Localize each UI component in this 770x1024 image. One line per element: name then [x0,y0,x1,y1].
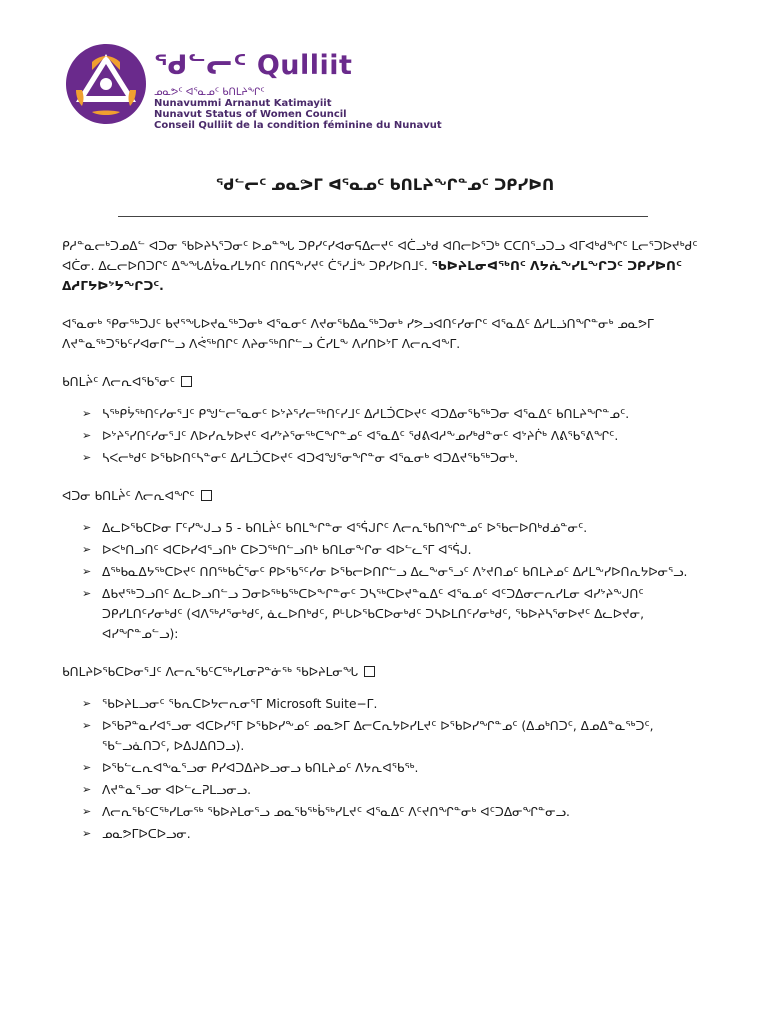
arrow-bullet-icon: ➢ [82,719,92,732]
document-body [62,236,712,854]
intro-paragraph [62,236,712,296]
section-heading [62,486,712,506]
bullet-list [62,404,712,468]
list-item [82,426,712,446]
arrow-bullet-icon: ➢ [82,805,92,818]
bullet-list [62,518,712,644]
arrow-bullet-icon: ➢ [82,543,92,556]
list-item-text: ᓴᐸᓕᒃᑯᑦ ᐅᖃᐅᑎᑦᓴᓐᓂᑦ ᐃᓱᒪᑑᑕᐅᔪᑦ ᐊᑐᐊᖑᕐᓂᖏᓐᓂ ᐊᕐᓇᓂᒃ ᐊᑐᐃᔪᖃᖅᑐᓂᒃ. [102,451,519,465]
brand-name [154,50,442,81]
list-item-text: ᐱᔪᓐᓇᕐᓗᓂ ᐊᐅᓪᓚᕈᒪᓗᓂᓗ. [102,783,251,797]
arrow-bullet-icon: ➢ [82,697,92,710]
brand-sub-line: Nunavummi Arnanut Katimayiit [154,98,332,109]
section-heading-text: ᑲᑎᒪᔩᑦ ᐱᓕᕆᐊᖃᕐᓂᑦ [62,375,175,389]
brand-subtitle [154,87,442,131]
brand-block [154,50,442,131]
list-item [82,540,712,560]
list-item [82,758,712,778]
list-item [82,694,712,714]
header [62,40,442,140]
list-item [82,584,712,644]
section-heading-text: ᑲᑎᒪᔨᐅᖃᑕᐅᓂᕐᒧᑦ ᐱᓕᕆᖃᑦᑕᖅᓯᒪᓂᕈᓐᓃᖅ ᖃᐅᔨᒪᓂᖓ [62,665,359,679]
checkbox-icon [201,490,212,501]
brand-latin: Qulliit [256,50,353,81]
section-heading [62,372,712,392]
list-item-text: ᓴᖅᑭᔮᖅᑎᑦᓯᓂᕐᒧᑦ ᑭᖑᓪᓕᕐᓇᓂᑦ ᐅᔾᔨᕐᓯᓕᖅᑎᑦᓯᒧᑦ ᐃᓱᒪᑑᑕᐅᔪᑦ ᐊᑐᐃᓂᖃᖅᑐᓂ ᐊᕐᓇᐃᑦ ᑲᑎᒪᔨᖏᓐᓄᑦ. [102,407,630,421]
brand-sub-line: Conseil Qulliit de la condition féminine du Nunavut [154,120,442,131]
list-item-text: ᐃᑲᔪᖅᑐᓗᑎᑦ ᐃᓚᐅᓗᑎᓪᓗ ᑐᓂᐅᖅᑲᖅᑕᐅᖕᒋᓐᓂᑦ ᑐᓴᖅᑕᐅᔪᓐᓇᐃᑦ ᐊᕐᓇᓄᑦ ᐊᑦᑐᐃᓂᓕᕆᓯᒪᓂ ᐊᓯᔾᔨᖕᒍᑎᑦ ᑐᑭᓯᒪᑎᑦᓯᓂᒃᑯᑦ (ᐊᐱᖅᓱᕐᓂᒃᑯᑦ, ᓈᓚᐅᑎᒃᑯᑦ, ᑭᒡᒐᐅᖃᑕᐅᓂᒃᑯᑦ ᑐᓴᐅᒪᑎᑦᓯᓂᒃᑯᑦ, ᖃᐅᔨᓴᕐᓂᐅᔪᑦ ᐃᓚᐅᔪᓂ, ᐊᓯᖏᓐᓄᓪᓗ): [102,587,645,641]
arrow-bullet-icon: ➢ [82,451,92,464]
mission-paragraph: ᐊᕐᓇᓂᒃ ᕿᓂᖅᑐᒍᑦ ᑲᔪᕐᖓᐅᔪᓇᖅᑐᓂᒃ ᐊᕐᓇᓂᑦ ᐱᔪᓂᖃᐃᓇᖅᑐᓂᒃ ᓯᕗᓗᐊᑎᑦᓯᓂᒋᑦ ᐊᕐᓇᐃᑦ ᐃᓱᒪᓘᑎᖏᓐᓂᒃ ᓄᓇᕗᒥ ᐱᔪᓐᓇᖅᑐᖃᑦᓯᐊᓂᒋᓪᓗ ᐱᕚᖅᑎᒋᑦ ᐱᔨᓂᖅᑎᒋᓪᓗ ᑖᓯᒪᖕ ᐱᓯᑎᐅᔾᒥ ᐱᓕᕆᐊᖕᒥ. [62,317,654,351]
document-title: ᖁᓪᓕᑦ ᓄᓇᕗᒥ ᐊᕐᓇᓄᑦ ᑲᑎᒪᔨᖏᓐᓄᑦ ᑐᑭᓯᐅᑎ [215,176,555,194]
list-item [82,824,712,844]
list-item [82,448,712,468]
title-rule [118,216,648,217]
list-item-text: ᐅᖃᓪᓚᕆᐊᖕᓇᕐᓗᓂ ᑭᓯᐊᑐᐃᔨᐅᓗᓂᓗ ᑲᑎᒪᔨᓄᑦ ᐱᔭᕆᐊᖃᕐᒃ. [102,761,419,775]
list-item [82,562,712,582]
list-item [82,802,712,822]
brand-sub-line: ᓄᓇᕗᑦ ᐊᕐᓇᓄᑦ ᑲᑎᒪᔨᖏᑦ [154,87,265,98]
arrow-bullet-icon: ➢ [82,407,92,420]
paragraph-bold-text: ᖃᐅᔨᒪᓂᐊᖅᑎᑦ ᐱᔭᕇᖕᓯᒪᖕᒋᑐᑦ ᑐᑭᓯᐅᑎᑦ ᐃᓱᒥᔭᐅᔾᔭᖕᒋᑐᑦ. [62,259,682,293]
section-heading [62,662,712,682]
list-item [82,518,712,538]
arrow-bullet-icon: ➢ [82,827,92,840]
list-item-text: ᓄᓇᕗᒥᐅᑕᐅᓗᓂ. [102,827,191,841]
list-item-text: ᐅᔾᔨᕐᓯᑎᑦᓯᓂᕐᒧᑦ ᐱᐅᓯᕆᔭᐅᔪᑦ ᐊᓯᔾᔨᕐᓂᖅᑕᖏᓐᓄᑦ ᐊᕐᓇᐃᑦ ᖁᕕᐊᓱᖕᓄᓯᒃᑯᓐᓂᑦ ᐊᔾᔨᒌᒃ ᐱᕕᖃᕐᕕᖏᑦ. [102,429,619,443]
arrow-bullet-icon: ➢ [82,587,92,600]
list-item [82,716,712,756]
list-item-text: ᐅᐸᒃᑎᓗᑎᑦ ᐊᑕᐅᓯᐊᕐᓗᑎᒃ ᑕᐅᑐᖅᑎᓪᓗᑎᒃ ᑲᑎᒪᓂᖕᒋᓂ ᐊᐅᓪᓚᕐᒥ ᐊᕐᕌᒍ. [102,543,472,557]
list-item [82,404,712,424]
checkbox-icon [364,666,375,677]
checkbox-icon [181,376,192,387]
arrow-bullet-icon: ➢ [82,761,92,774]
arrow-bullet-icon: ➢ [82,521,92,534]
list-item [82,780,712,800]
brand-sub-line: Nunavut Status of Women Council [154,109,347,120]
paragraph-text: ᑭᓱᓐᓇᓕᒃᑐᓄᐃᓪ ᐊᑐᓂ ᖃᐅᔨᓴᕐᑐᓂᑦ ᐅᓄᓐᖓ ᑐᑭᓯᑦᓯᐊᓂᕋᐃᓕᔪᑦ ᐊᑖᓗᒃᑯ ᐊᑎᓕᐅᕐᑐᒃ ᑕᑕᑎᕐᓗᑐᓗ ᐊᒥᐊᒃᑯᖏᑦ ᒪᓕᕐᑐᐅᔪᒃᑯᑦ ᐊᑖᓂ. ᐃᓚᓕᐅᑎᑐᒋᑦ ᐃᖕᖓᐃᔮᓇᓯᒪᔭᑎᑦ ᑎᑎᕋᖕᓯᔪᑦ ᑖᕐᓯᒨᖕ ᑐᑭᓯᐅᑎᒧᑦ. [62,239,698,273]
list-item-text: ᐱᓕᕆᖃᑦᑕᖅᓯᒪᓂᖅ ᖃᐅᔨᒪᓂᕐᓗ ᓄᓇᖃᖅᑳᖅᓯᒪᔪᑦ ᐊᕐᓇᐃᑦ ᐱᑦᔪᑎᖏᓐᓂᒃ ᐊᑦᑐᐃᓂᖏᓐᓂᓗ. [102,805,570,819]
list-item-text: ᐃᓚᐅᖃᑕᐅᓂ ᒥᑦᓯᖕᒍᓗ 5 - ᑲᑎᒪᔩᑦ ᑲᑎᒪᖕᒋᓐᓂ ᐊᕐᕌᒍᒋᑦ ᐱᓕᕆᖃᑎᖏᓐᓄᑦ ᐅᖃᓕᐅᑎᒃᑯᓅᓐᓂᑦ. [102,521,588,535]
list-item-text: ᖃᐅᔨᒪᓗᓂᑦ ᖃᕆᑕᐅᔭᓕᕆᓂᕐᒥ Microsoft Suite−ᒥ. [102,697,378,711]
list-item-text: ᐅᖃᕈᓐᓇᓯᐊᕐᓗᓂ ᐊᑕᐅᓯᕐᒥ ᐅᖃᐅᓯᖕᓄᑦ ᓄᓇᕗᒥ ᐃᓕᑕᕆᔭᐅᓯᒪᔪᑦ ᐅᖃᐅᓯᖏᓐᓄᑦ (ᐃᓄᒃᑎᑐᑦ, ᐃᓄᐃᓐᓇᖅᑐᑦ, ᖃᓪᓗᓈᑎᑐᑦ, ᐅᐃᒍᐃᑎᑐᓗ). [102,719,654,753]
arrow-bullet-icon: ➢ [82,429,92,442]
section-heading-text: ᐊᑐᓂ ᑲᑎᒪᔩᑦ ᐱᓕᕆᐊᖏᑦ [62,489,195,503]
brand-syllabics: ᖁᓪᓕᑦ [154,50,247,81]
qulliit-logo-icon [62,40,150,128]
arrow-bullet-icon: ➢ [82,565,92,578]
list-item-text: ᐃᖅᑲᓇᐃᔭᖅᑕᐅᔪᑦ ᑎᑎᖅᑲᑖᕐᓂᑦ ᑭᐅᖃᕐᑦᓯᓂ ᐅᖃᓕᐅᑎᒋᓪᓗ ᐃᓚᖕᓂᕐᓗᑦ ᐱᔾᔪᑎᓄᑦ ᑲᑎᒪᔨᓄᑦ ᐃᓱᒪᖕᓯᐅᑎᕆᔭᐅᓂᕐᓗ. [102,565,688,579]
arrow-bullet-icon: ➢ [82,783,92,796]
bullet-list [62,694,712,844]
